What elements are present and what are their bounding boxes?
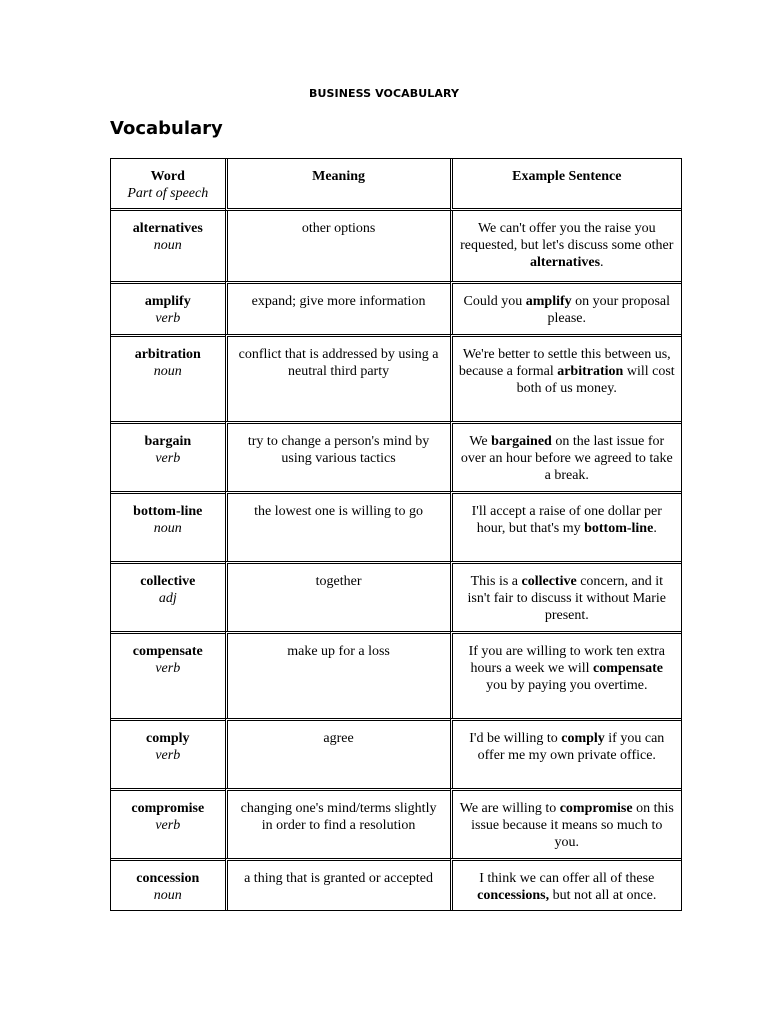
table-header-row [111, 159, 681, 211]
example-cell [450, 788, 681, 858]
example-text: you by paying you overtime. [486, 678, 648, 693]
example-keyword: compromise [559, 801, 633, 816]
meaning-cell: together [225, 561, 450, 631]
example-cell [450, 491, 681, 561]
example-text: Could you [463, 294, 526, 309]
meaning-cell: changing one's mind/terms slightly in order to find a resolution [225, 788, 450, 858]
word-cell [111, 631, 225, 718]
example-cell [450, 334, 681, 421]
meaning-cell: a thing that is granted or accepted [225, 858, 450, 910]
table-row [111, 561, 681, 631]
table-row [111, 788, 681, 858]
header-word: Word [150, 169, 185, 184]
example-text: I'd be willing to [469, 731, 562, 746]
vocab-word: arbitration [134, 347, 201, 362]
word-cell [111, 281, 225, 334]
vocab-part-of-speech: verb [155, 451, 181, 466]
example-text: This is a [470, 574, 522, 589]
example-cell [450, 211, 681, 281]
vocab-part-of-speech: verb [155, 661, 181, 676]
example-text: . [600, 255, 604, 270]
example-text: We are willing to [459, 801, 560, 816]
example-keyword: alternatives [530, 255, 601, 270]
example-keyword: compensate [593, 661, 664, 676]
vocab-part-of-speech: noun [153, 238, 182, 253]
table-row [111, 491, 681, 561]
vocab-word: alternatives [132, 221, 203, 236]
example-keyword: bottom-line [584, 521, 654, 536]
example-keyword: concessions, [477, 888, 550, 903]
meaning-cell: the lowest one is willing to go [225, 491, 450, 561]
table-row [111, 421, 681, 491]
header-meaning-cell [225, 159, 450, 211]
meaning-cell: try to change a person's mind by using various tactics [225, 421, 450, 491]
table-row [111, 718, 681, 788]
example-text: if you can offer me my own private office. [477, 731, 665, 763]
example-cell [450, 281, 681, 334]
word-cell [111, 421, 225, 491]
word-cell [111, 788, 225, 858]
example-text: We can't offer you the raise you requested, but let's discuss some other [460, 221, 674, 253]
example-cell [450, 421, 681, 491]
example-cell [450, 718, 681, 788]
vocab-word: compromise [131, 801, 205, 816]
example-keyword: comply [561, 731, 605, 746]
section-heading: Vocabulary [110, 118, 223, 139]
example-text: We're better to settle this between us, because a formal [458, 347, 671, 379]
meaning-cell: make up for a loss [225, 631, 450, 718]
example-text: on the last issue for over an hour before we agreed to take a break. [460, 434, 673, 483]
example-keyword: collective [521, 574, 577, 589]
table-row [111, 211, 681, 281]
vocab-part-of-speech: verb [155, 311, 181, 326]
vocab-word: compensate [132, 644, 203, 659]
meaning-cell: conflict that is addressed by using a neutral third party [225, 334, 450, 421]
word-cell [111, 491, 225, 561]
word-cell [111, 334, 225, 421]
vocab-part-of-speech: verb [155, 748, 181, 763]
header-part-of-speech: Part of speech [127, 186, 209, 201]
word-cell [111, 561, 225, 631]
example-text: If you are willing to work ten extra hours a week we will [468, 644, 665, 676]
table-row [111, 631, 681, 718]
vocab-word: concession [136, 871, 200, 886]
table-row [111, 281, 681, 334]
header-word-cell [111, 159, 225, 211]
vocab-part-of-speech: noun [153, 364, 182, 379]
vocab-word: amplify [144, 294, 191, 309]
vocab-word: bottom-line [133, 504, 203, 519]
example-keyword: arbitration [557, 364, 624, 379]
vocab-word: bargain [144, 434, 192, 449]
example-text: I think we can offer all of these [479, 871, 655, 886]
example-text: We [469, 434, 492, 449]
meaning-cell: expand; give more information [225, 281, 450, 334]
word-cell [111, 211, 225, 281]
example-cell [450, 858, 681, 910]
vocabulary-table [110, 158, 682, 911]
table-body [111, 211, 681, 910]
example-text: concern, and it isn't fair to discuss it without Marie present. [467, 574, 667, 623]
example-text: on your proposal please. [547, 294, 671, 326]
vocab-part-of-speech: adj [158, 591, 177, 606]
meaning-cell: agree [225, 718, 450, 788]
example-keyword: amplify [525, 294, 572, 309]
example-text: on this issue because it means so much to you. [471, 801, 674, 850]
vocab-part-of-speech: noun [153, 888, 182, 903]
vocab-part-of-speech: verb [155, 818, 181, 833]
example-text: but not all at once. [549, 888, 657, 903]
vocab-part-of-speech: noun [153, 521, 182, 536]
table-row [111, 858, 681, 910]
example-cell [450, 631, 681, 718]
page-header-title: BUSINESS VOCABULARY [308, 87, 460, 100]
header-example-cell [450, 159, 681, 211]
word-cell [111, 718, 225, 788]
vocab-word: collective [140, 574, 196, 589]
table-row [111, 334, 681, 421]
header-meaning: Meaning [312, 169, 365, 184]
example-text: . [653, 521, 657, 536]
vocab-word: comply [146, 731, 190, 746]
header-example: Example Sentence [512, 169, 622, 184]
example-cell [450, 561, 681, 631]
example-text: I'll accept a raise of one dollar per hour, but that's my [471, 504, 662, 536]
example-keyword: bargained [491, 434, 552, 449]
meaning-cell: other options [225, 211, 450, 281]
word-cell [111, 858, 225, 910]
example-text: will cost both of us money. [516, 364, 675, 396]
